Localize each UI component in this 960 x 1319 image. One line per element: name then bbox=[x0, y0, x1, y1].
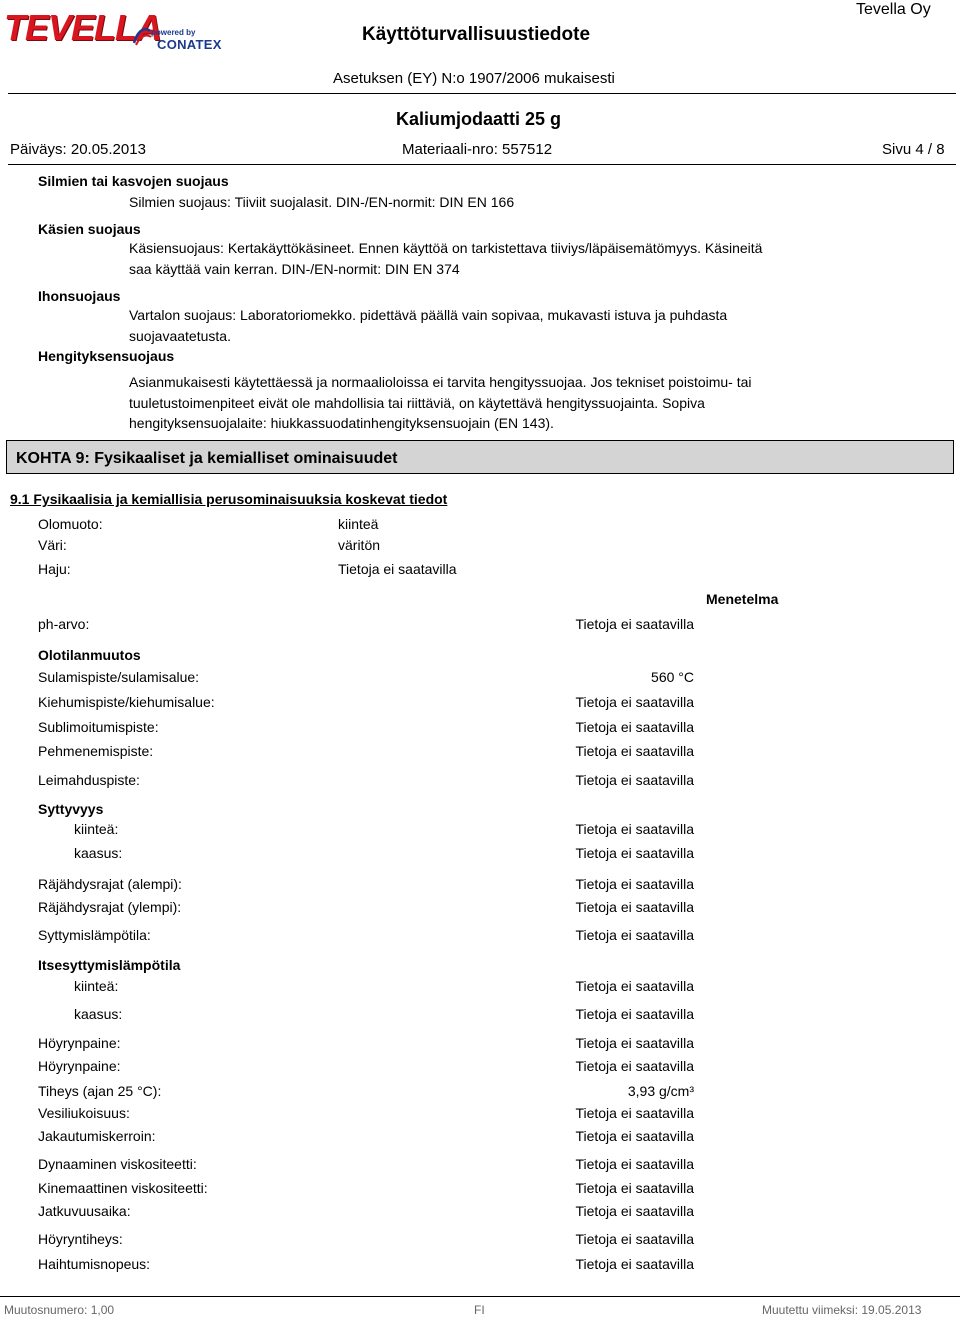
document-title: Käyttöturvallisuustiedote bbox=[362, 24, 591, 45]
property-label: Vesiliukoisuus: bbox=[38, 1105, 130, 1121]
property-label: Syttyvyys bbox=[38, 801, 104, 817]
property-value: Tietoja ei saatavilla bbox=[575, 694, 694, 710]
property-value: Tietoja ei saatavilla bbox=[575, 899, 694, 915]
property-label: Räjähdysrajat (alempi): bbox=[38, 876, 182, 892]
property-label: Höyrynpaine: bbox=[38, 1058, 121, 1074]
property-value: Tietoja ei saatavilla bbox=[575, 616, 694, 632]
property-value: Tietoja ei saatavilla bbox=[575, 1156, 694, 1172]
property-label: Kiehumispiste/kiehumisalue: bbox=[38, 694, 215, 710]
property-value: Tietoja ei saatavilla bbox=[575, 876, 694, 892]
company-name: Tevella Oy bbox=[856, 1, 931, 18]
company-logo bbox=[4, 8, 222, 54]
footer-divider bbox=[0, 1296, 960, 1297]
property-value: Tietoja ei saatavilla bbox=[575, 1128, 694, 1144]
property-label: Leimahduspiste: bbox=[38, 772, 140, 788]
product-name: Kaliumjodaatti 25 g bbox=[396, 109, 562, 129]
section-9-1-subtitle: 9.1 Fysikaalisia ja kemiallisia perusominaisuuksia koskevat tiedot bbox=[10, 491, 448, 507]
respiratory-protection-line-2: tuuletustoimenpiteet eivät ole mahdollisia tai riittäviä, on käytettävä hengityssuojainta. Sopiva bbox=[129, 395, 705, 411]
logo-brand: CONATEX bbox=[157, 37, 222, 52]
property-label: kaasus: bbox=[74, 845, 123, 861]
property-value: Tietoja ei saatavilla bbox=[575, 1006, 694, 1022]
logo-powered-by: powered by bbox=[151, 28, 196, 37]
document-date: Päiväys: 20.05.2013 bbox=[10, 141, 146, 158]
section-9-title: KOHTA 9: Fysikaaliset ja kemialliset ominaisuudet bbox=[16, 450, 398, 467]
property-value: 560 °C bbox=[651, 669, 694, 685]
property-label: Jatkuvuusaika: bbox=[38, 1203, 131, 1219]
property-label: Itsesyttymislämpötila bbox=[38, 957, 181, 973]
property-label: ph-arvo: bbox=[38, 616, 90, 632]
material-number: Materiaali-nro: 557512 bbox=[402, 141, 553, 158]
property-label: Höyryntiheys: bbox=[38, 1231, 123, 1247]
method-column-header: Menetelma bbox=[706, 591, 779, 607]
logo-wordmark: TEVELLA bbox=[4, 7, 162, 48]
property-label: Räjähdysrajat (ylempi): bbox=[38, 899, 182, 915]
property-label: kiinteä: bbox=[74, 978, 119, 994]
property-label: Haihtumisnopeus: bbox=[38, 1256, 151, 1272]
property-value: Tietoja ei saatavilla bbox=[575, 719, 694, 735]
respiratory-protection-line-3: hengityksensuojalaite: hiukkassuodatinhengityksensuojain (EN 143). bbox=[129, 415, 554, 431]
page-number: Sivu 4 / 8 bbox=[882, 141, 945, 158]
footer-language: FI bbox=[474, 1303, 485, 1317]
property-value: Tietoja ei saatavilla bbox=[575, 927, 694, 943]
property-value: Tietoja ei saatavilla bbox=[575, 772, 694, 788]
property-value: Tietoja ei saatavilla bbox=[575, 1035, 694, 1051]
eye-protection-heading: Silmien tai kasvojen suojaus bbox=[38, 173, 229, 189]
property-label: Kinemaattinen viskositeetti: bbox=[38, 1180, 208, 1196]
property-value: 3,93 g/cm³ bbox=[627, 1083, 694, 1099]
section-9-header bbox=[6, 440, 954, 474]
respiratory-protection-heading: Hengityksensuojaus bbox=[38, 348, 175, 364]
hand-protection-heading: Käsien suojaus bbox=[38, 221, 141, 237]
regulation-text: Asetuksen (EY) N:o 1907/2006 mukaisesti bbox=[333, 70, 615, 87]
property-value: Tietoja ei saatavilla bbox=[575, 821, 694, 837]
property-value: Tietoja ei saatavilla bbox=[575, 1105, 694, 1121]
property-value: Tietoja ei saatavilla bbox=[575, 1203, 694, 1219]
property-label-odor: Haju: bbox=[38, 561, 71, 577]
property-value: Tietoja ei saatavilla bbox=[575, 1231, 694, 1247]
eye-protection-text: Silmien suojaus: Tiiviit suojalasit. DIN-/EN-normit: DIN EN 166 bbox=[129, 194, 515, 210]
property-value: Tietoja ei saatavilla bbox=[575, 1058, 694, 1074]
hand-protection-line-1: Käsiensuojaus: Kertakäyttökäsineet. Ennen käyttöä on tarkistettava tiiviys/läpäisemätömyys. Käsineitä bbox=[129, 240, 763, 256]
conatex-swirl-icon bbox=[132, 25, 152, 47]
property-value-state: kiinteä bbox=[338, 516, 379, 532]
property-label: Olotilanmuutos bbox=[38, 647, 141, 663]
property-value-odor: Tietoja ei saatavilla bbox=[338, 561, 457, 577]
respiratory-protection-line-1: Asianmukaisesti käytettäessä ja normaalioloissa ei tarvita hengityssuojaa. Jos tekniset poistoimu- tai bbox=[129, 374, 752, 390]
footer-revision: Muutosnumero: 1,00 bbox=[4, 1303, 115, 1317]
property-value: Tietoja ei saatavilla bbox=[575, 845, 694, 861]
property-label: Pehmenemispiste: bbox=[38, 743, 154, 759]
property-label: Syttymislämpötila: bbox=[38, 927, 151, 943]
property-label: kaasus: bbox=[74, 1006, 123, 1022]
footer-modified: Muutettu viimeksi: 19.05.2013 bbox=[762, 1303, 922, 1317]
property-label: Tiheys (ajan 25 °C): bbox=[38, 1083, 162, 1099]
property-label: Sulamispiste/sulamisalue: bbox=[38, 669, 200, 685]
property-label: kiinteä: bbox=[74, 821, 119, 837]
skin-protection-line-2: suojavaatetusta. bbox=[129, 328, 231, 344]
property-value-color: väritön bbox=[338, 537, 381, 553]
property-label-color: Väri: bbox=[38, 537, 67, 553]
property-label: Dynaaminen viskositeetti: bbox=[38, 1156, 197, 1172]
property-value: Tietoja ei saatavilla bbox=[575, 743, 694, 759]
property-label-state: Olomuoto: bbox=[38, 516, 103, 532]
skin-protection-heading: Ihonsuojaus bbox=[38, 288, 121, 304]
property-label: Sublimoitumispiste: bbox=[38, 719, 159, 735]
property-value: Tietoja ei saatavilla bbox=[575, 1180, 694, 1196]
property-value: Tietoja ei saatavilla bbox=[575, 1256, 694, 1272]
property-label: Höyrynpaine: bbox=[38, 1035, 121, 1051]
hand-protection-line-2: saa käyttää vain kerran. DIN-/EN-normit: DIN EN 374 bbox=[129, 261, 460, 277]
property-value: Tietoja ei saatavilla bbox=[575, 978, 694, 994]
skin-protection-line-1: Vartalon suojaus: Laboratoriomekko. pidettävä päällä vain sopivaa, mukavasti istuva ja puhdasta bbox=[129, 307, 728, 323]
property-label: Jakautumiskerroin: bbox=[38, 1128, 156, 1144]
